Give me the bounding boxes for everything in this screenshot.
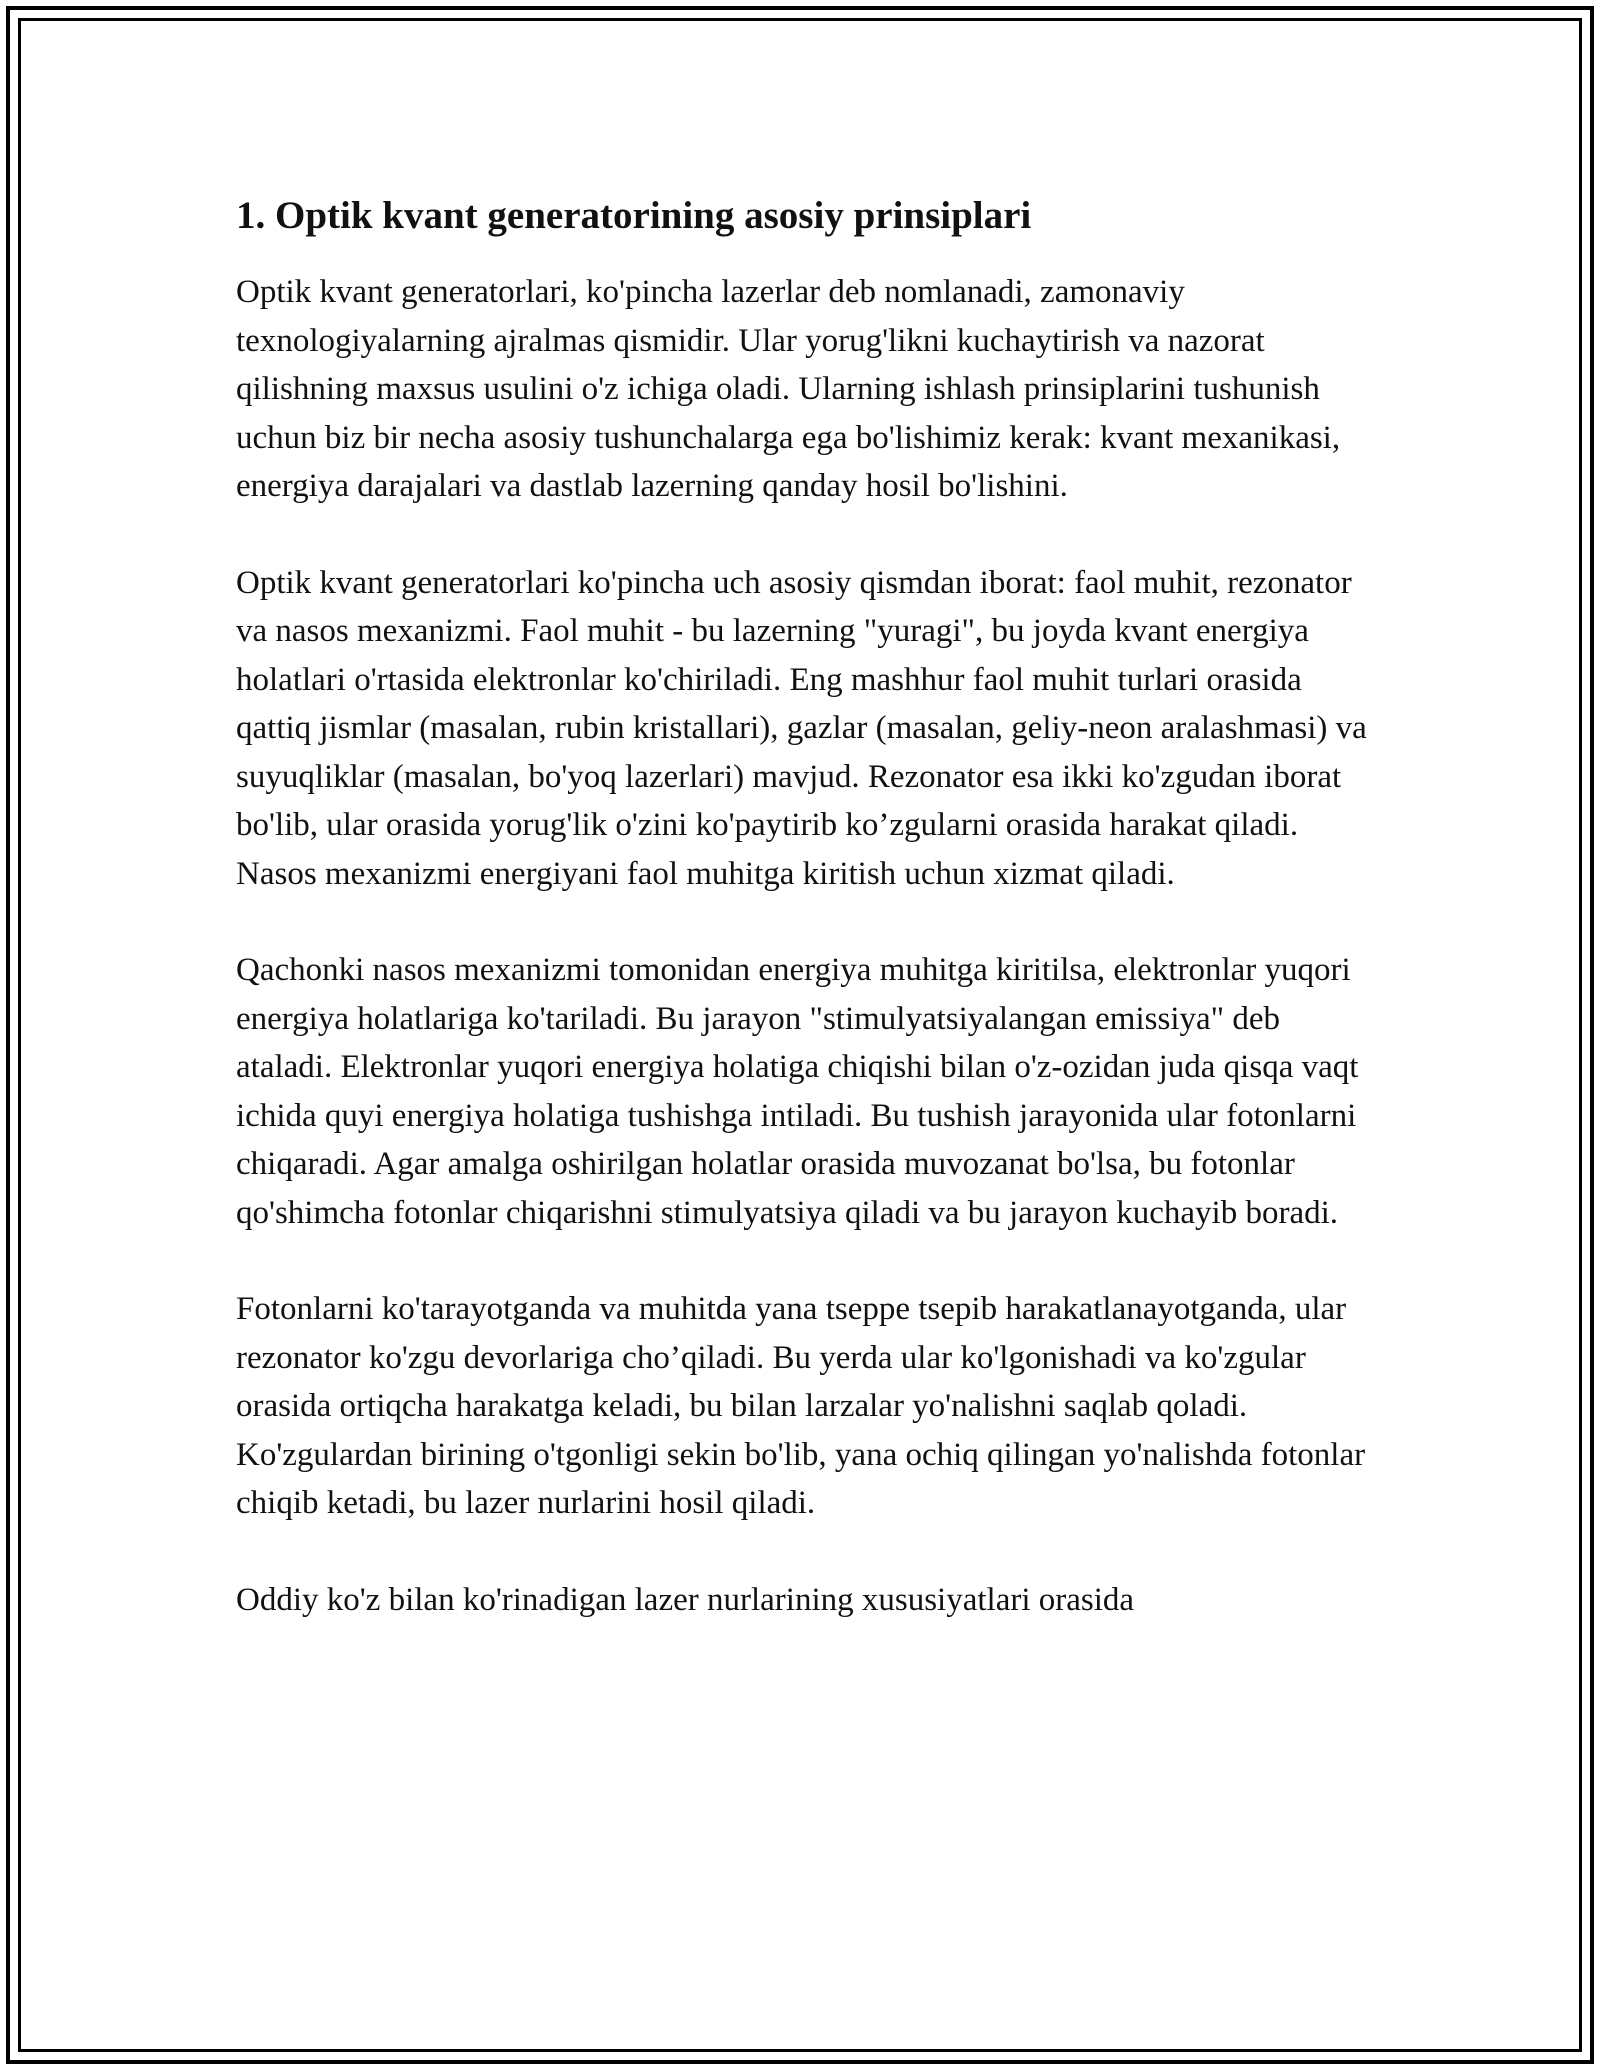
paragraph-resonator: Fotonlarni ko'tarayotganda va muhitda yana tseppe tsepib harakatlanayotganda, ular rezonator ko'zgu devorlariga cho’qiladi. Bu yerda ular ko'lgonishadi va ko'zgular orasida ortiqcha harakatga keladi, bu bilan larzalar yo'nalishni saqlab qoladi. Ko'zgulardan birining o'tgonligi sekin bo'lib, yana ochiq qilingan yo'nalishda fotonlar chiqib ketadi, bu lazer nurlarini hosil qiladi. — [236, 1291, 1366, 1521]
paragraph-components: Optik kvant generatorlari ko'pincha uch asosiy qismdan iborat: faol muhit, rezonator va nasos mexanizmi. Faol muhit - bu lazerning "yuragi", bu joyda kvant energiya holatlari o'rtasida elektronlar ko'chiriladi. Eng mashhur faol muhit turlari orasida qattiq jismlar (masalan, rubin kristallari), gazlar (masalan, geliy-neon aralashmasi) va suyuqliklar (masalan, bo'yoq lazerlari) mavjud. Rezonator esa ikki ko'zgudan iborat bo'lib, ular orasida yorug'lik o'zini ko'paytirib ko’zgularni orasida harakat qiladi. Nasos mexanizmi energiyani faol muhitga kiritish uchun xizmat qiladi. — [236, 564, 1367, 892]
document-body — [236, 190, 1376, 1672]
paragraph-intro: Optik kvant generatorlari, ko'pincha lazerlar deb nomlanadi, zamonaviy texnologiyalarning ajralmas qismidir. Ular yorug'likni kuchaytirish va nazorat qilishning maxsus usulini o'z ichiga oladi. Ularning ishlash prinsiplarini tushunish uchun biz bir necha asosiy tushunchalarga ega bo'lishimiz kerak: kvant mexanikasi, energiya darajalari va dastlab lazerning qanday hosil bo'lishini. — [236, 274, 1341, 504]
paragraph-properties: Oddiy ko'z bilan ko'rinadigan lazer nurlarining xususiyatlari orasida — [236, 1581, 1135, 1618]
section-heading: 1. Optik kvant generatorining asosiy prinsiplari — [236, 194, 1032, 237]
paragraph-emission: Qachonki nasos mexanizmi tomonidan energiya muhitga kiritilsa, elektronlar yuqori energiya holatlariga ko'tariladi. Bu jarayon "stimulyatsiyalangan emissiya" deb ataladi. Elektronlar yuqori energiya holatiga chiqishi bilan o'z-ozidan juda qisqa vaqt ichida quyi energiya holatiga tushishga intiladi. Bu tushish jarayonida ular fotonlarni chiqaradi. Agar amalga oshirilgan holatlar orasida muvozanat bo'lsa, bu fotonlar qo'shimcha fotonlar chiqarishni stimulyatsiya qiladi va bu jarayon kuchayib boradi. — [236, 952, 1359, 1231]
